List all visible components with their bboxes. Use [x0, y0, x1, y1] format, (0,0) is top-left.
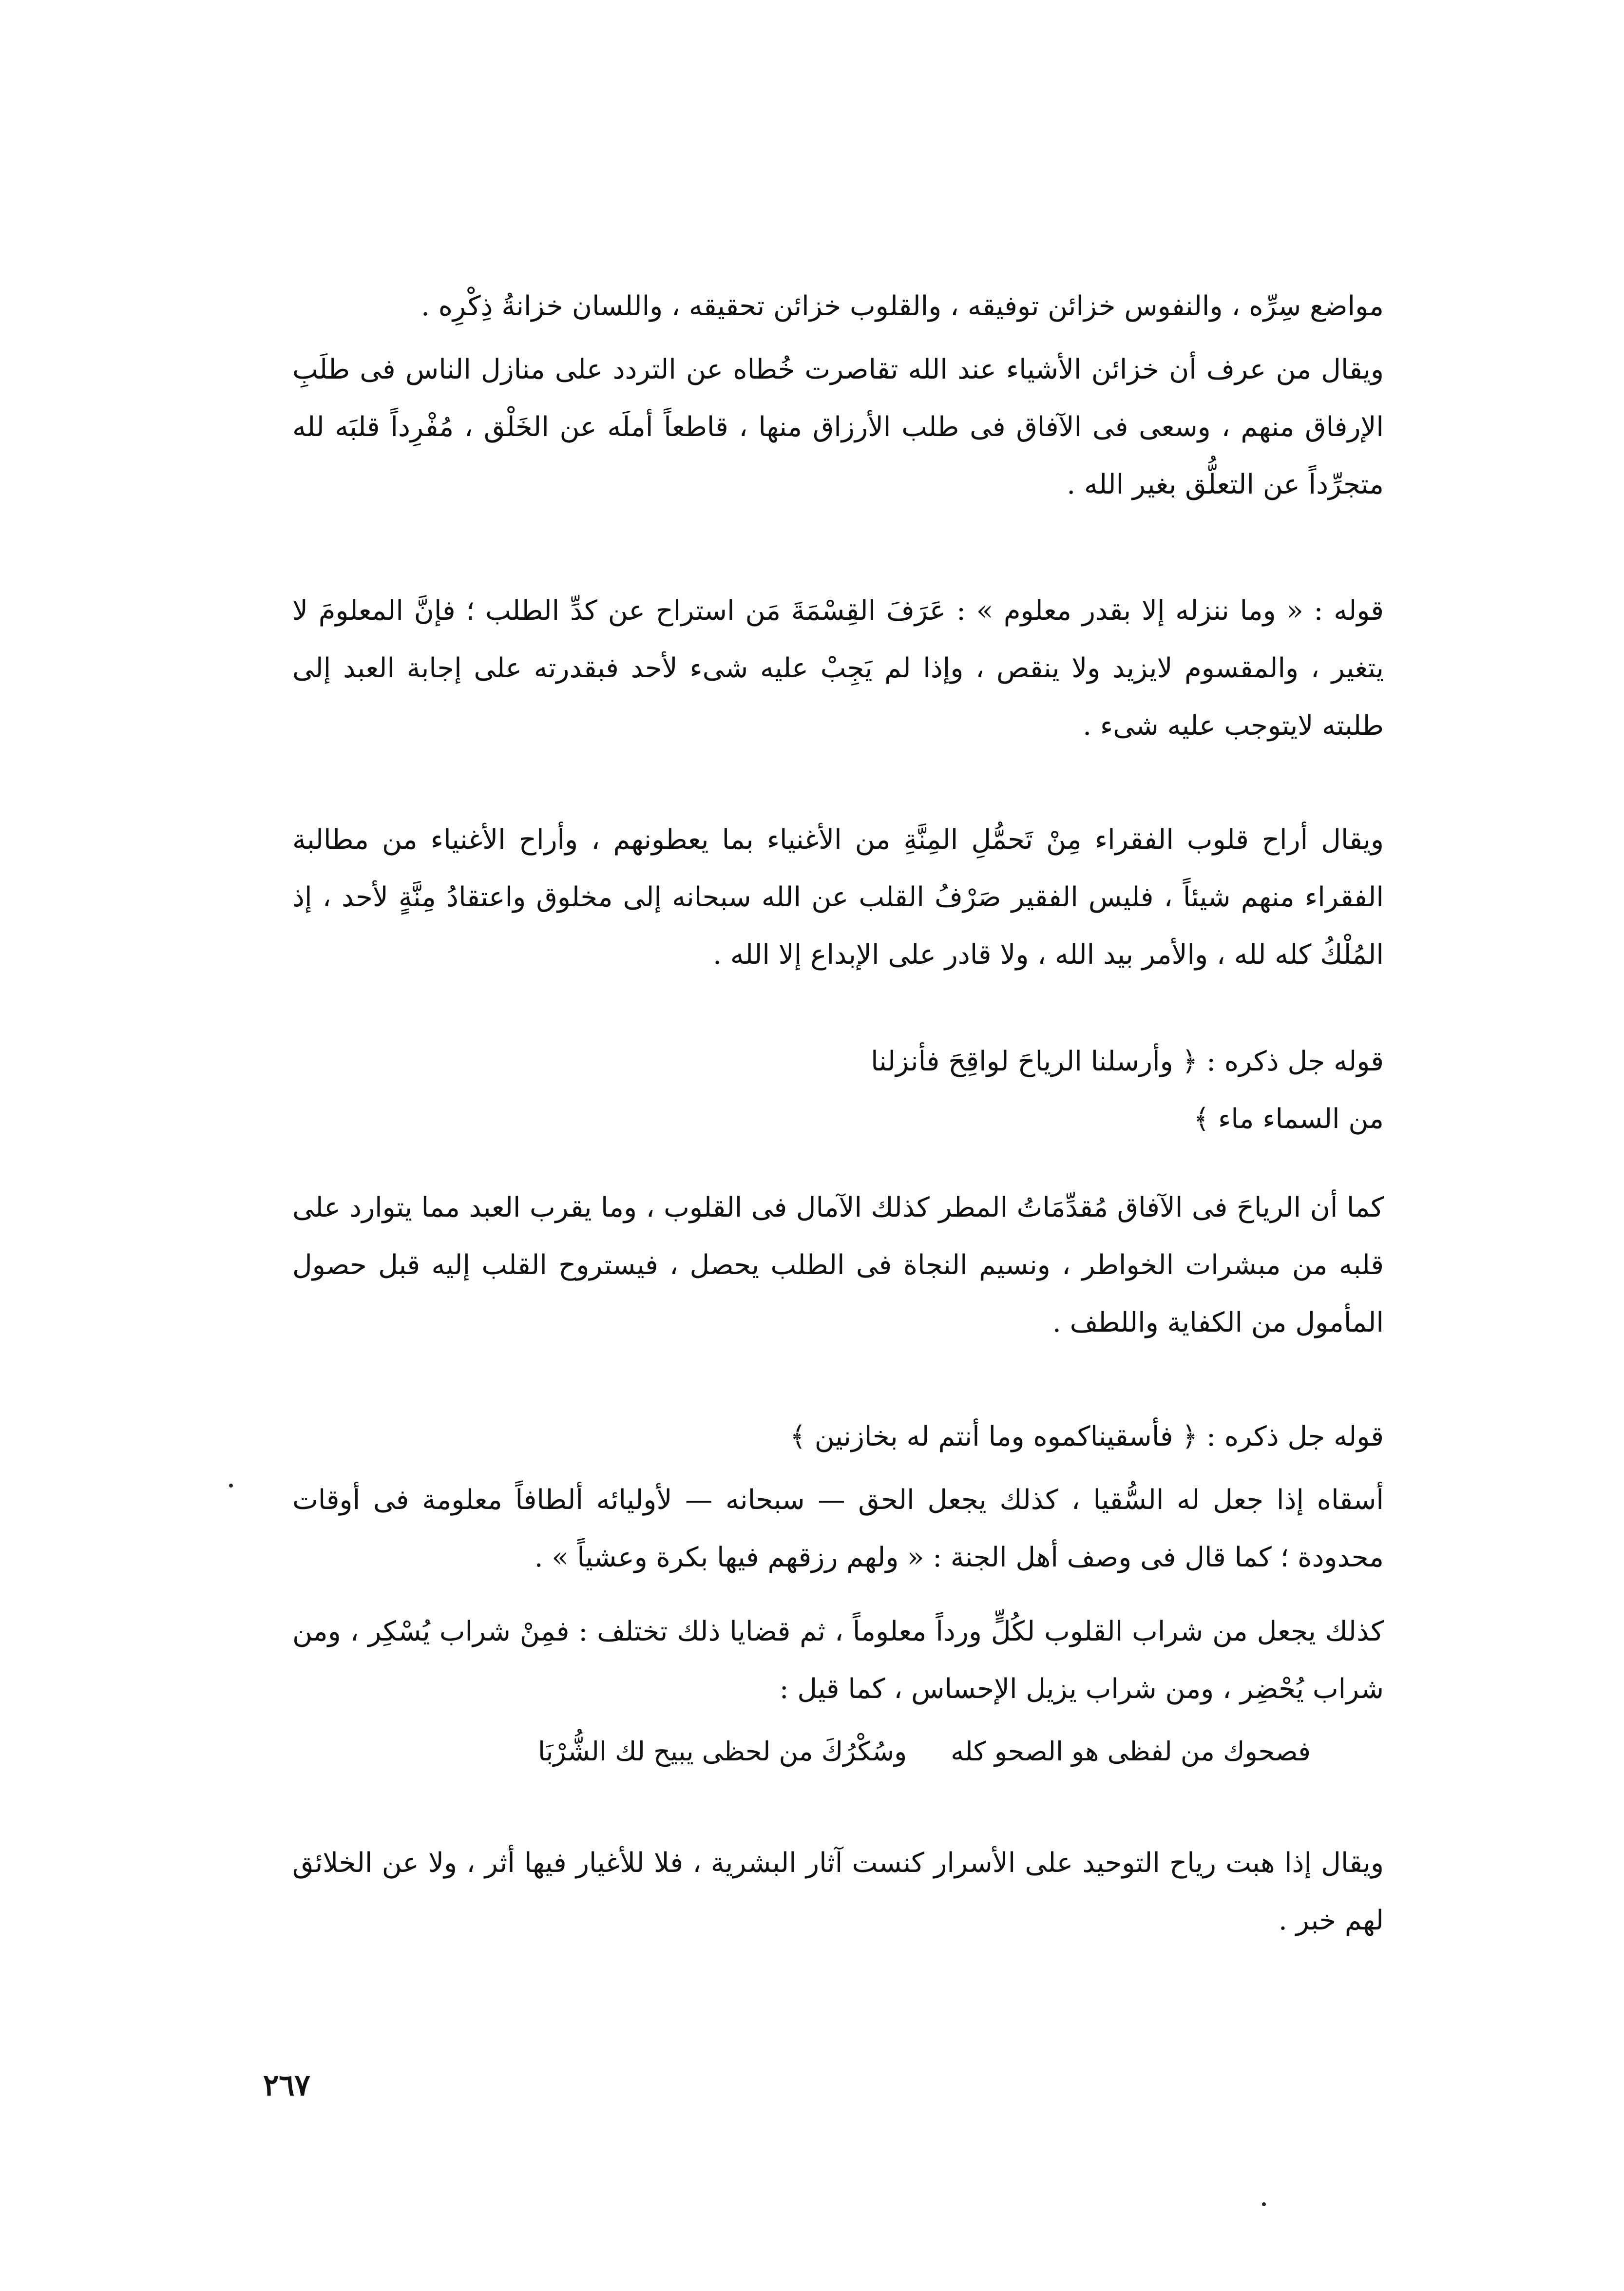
- paragraph-4: ويقال أراح قلوب الفقراء مِنْ تَحمُّلِ المِنَّةِ من الأغنياء بما يعطونهم ، وأراح الأغنياء من مطالبة الفقراء منهم شيئاً ، فليس الفقير صَرْفُ القلب عن الله سبحانه إلى مخلوق واعتقادُ مِنَّةٍ لأحد ، إذ المُلْكُ كله لله ، والأمر بيد الله ، ولا قادر على الإبداع إلا الله .: [292, 824, 1384, 971]
- scan-speck: [1262, 2202, 1266, 2206]
- poem-second-hemistich: وسُكْرُكَ من لحظى يبيح لك الشُّرْبَا: [537, 1736, 907, 1767]
- page-number: ٢٦٧: [263, 2068, 310, 2102]
- paragraph-5: كما أن الرياحَ فى الآفاق مُقدِّمَاتُ المطر كذلك الآمال فى القلوب ، وما يقرب العبد مما يتوارد على قلبه من مبشرات الخواطر ، ونسيم النجاة فى الطلب يحصل ، فيستروح القلب إليه قبل حصول المأمول من الكفاية واللطف .: [292, 1192, 1384, 1338]
- paragraph-3: قوله : « وما ننزله إلا بقدر معلوم » : عَرَفَ القِسْمَةَ مَن استراح عن كدِّ الطلب ؛ فإنَّ المعلومَ لا يتغير ، والمقسوم لايزيد ولا ينقص ، وإذا لم يَجِبْ عليه شىء لأحد فبقدرته على إجابة العبد إلى طلبته لايتوجب عليه شىء .: [292, 595, 1384, 742]
- paragraph-8: ويقال إذا هبت رياح التوحيد على الأسرار كنست آثار البشرية ، فلا للأغيار فيها أثر ، ولا عن الخلائق لهم خبر .: [292, 1847, 1384, 1936]
- paragraph-6: أسقاه إذا جعل له السُّقيا ، كذلك يجعل الحق — سبحانه — لأوليائه ألطافاً معلومة فى أوقات محدودة ؛ كما قال فى وصف أهل الجنة : « ولهم رزقهم فيها بكرة وعشياً » .: [292, 1484, 1384, 1573]
- poem-verse: [292, 1725, 1384, 1778]
- verse-heading-2: قوله جل ذكره : ﴿ فأسقيناكموه وما أنتم له بخازنين ﴾: [790, 1421, 1384, 1452]
- paragraph-1: مواضع سِرِّه ، والنفوس خزائن توفيقه ، والقلوب خزائن تحقيقه ، واللسان خزانةُ ذِكْرِه .: [421, 290, 1384, 322]
- poem-first-hemistich: فصحوك من لفظى هو الصحو كله: [951, 1736, 1311, 1767]
- scan-speck: [229, 1484, 233, 1488]
- paragraph-7: كذلك يجعل من شراب القلوب لكُلٍّ ورداً معلوماً ، ثم قضايا ذلك تختلف : فمِنْ شراب يُسْكِر ، ومن شراب يُحْضِر ، ومن شراب يزيل الإحساس ، كما قيل :: [292, 1616, 1384, 1705]
- paragraph-2: ويقال من عرف أن خزائن الأشياء عند الله تقاصرت خُطاه عن التردد على منازل الناس فى طلَبِ الإرفاق منهم ، وسعى فى الآفاق فى طلب الأرزاق منها ، قاطعاً أملَه عن الخَلْق ، مُفْرِداً قلبَه لله متجرِّداً عن التعلُّق بغير الله .: [292, 354, 1384, 500]
- verse-heading-1: قوله جل ذكره : ﴿ وأرسلنا الرياحَ لواقِحَ فأنزلنا من السماء ماء ﴾: [871, 1046, 1384, 1135]
